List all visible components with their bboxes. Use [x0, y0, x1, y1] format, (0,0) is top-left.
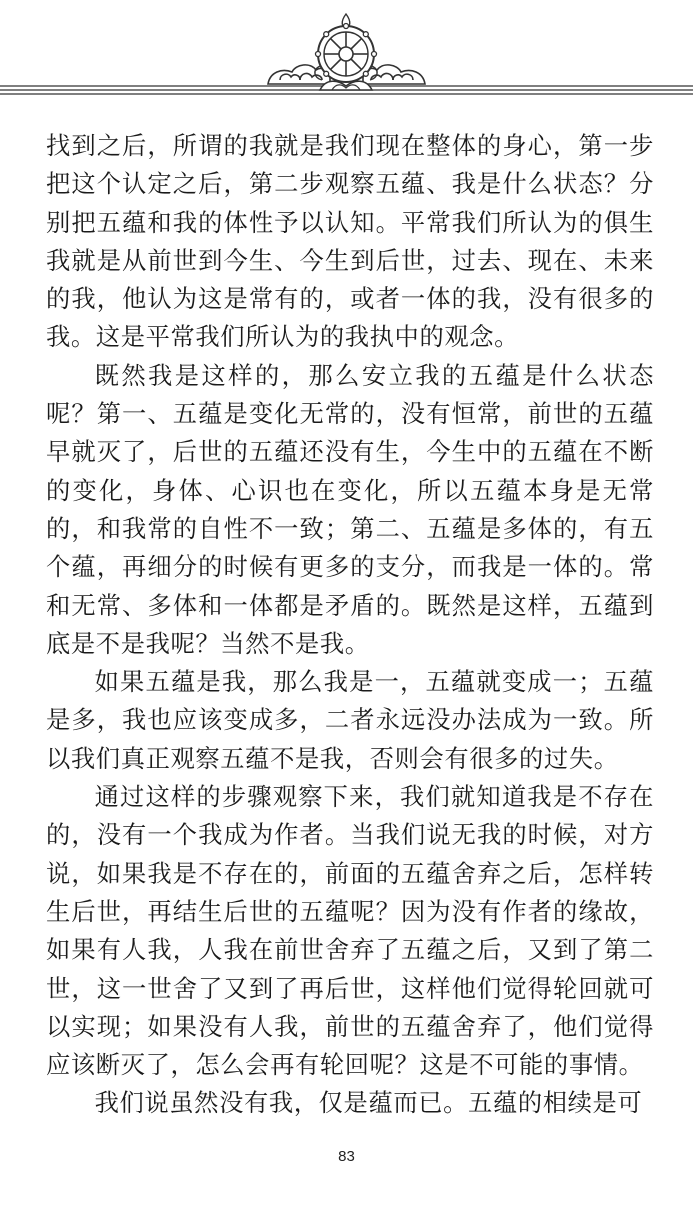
header-ornament [0, 0, 693, 110]
paragraph: 如果五蕴是我，那么我是一，五蕴就变成一；五蕴是多，我也应该变成多，二者永远没办法成为一致。所以我们真正观察五蕴不是我，否则会有很多的过失。 [46, 667, 654, 773]
paragraph: 既然我是这样的，那么安立我的五蕴是什么状态呢？第一、五蕴是变化无常的，没有恒常，前世的五蕴早就灭了，后世的五蕴还没有生，今生中的五蕴在不断的变化，身体、心识也在变化，所以五蕴本身是无常的，和我常的自性不一致；第二、五蕴是多体的，有五个蕴，再细分的时候有更多的支分，而我是一体的。常和无常、多体和一体都是矛盾的。既然是这样，五蕴到底是不是我呢？当然不是我。 [46, 360, 654, 658]
body-text [46, 127, 654, 1123]
page-number: 83 [338, 1148, 355, 1165]
paragraph: 找到之后，所谓的我就是我们现在整体的身心，第一步把这个认定之后，第二步观察五蕴、我是什么状态？分别把五蕴和我的体性予以认知。平常我们所认为的俱生我就是从前世到今生、今生到后世，过去、现在、未来的我，他认为这是常有的，或者一体的我，没有很多的我。这是平常我们所认为的我执中的观念。 [46, 131, 654, 352]
cloud-scroll-right-icon [363, 65, 425, 84]
paragraph: 我们说虽然没有我，仅是蕴而已。五蕴的相续是可 [94, 1088, 643, 1118]
paragraph: 通过这样的步骤观察下来，我们就知道我是不存在的，没有一个我成为作者。当我们说无我的时候，对方说，如果我是不存在的，前面的五蕴舍弃之后，怎样转生后世，再结生后世的五蕴呢？因为没有作者的缘故，如果有人我，人我在前世舍弃了五蕴之后，又到了第二世，这一世舍了又到了再后世，这样他们觉得轮回就可以实现；如果没有人我，前世的五蕴舍弃了，他们觉得应该断灭了，怎么会再有轮回呢？这是不可能的事情。 [46, 782, 654, 1080]
